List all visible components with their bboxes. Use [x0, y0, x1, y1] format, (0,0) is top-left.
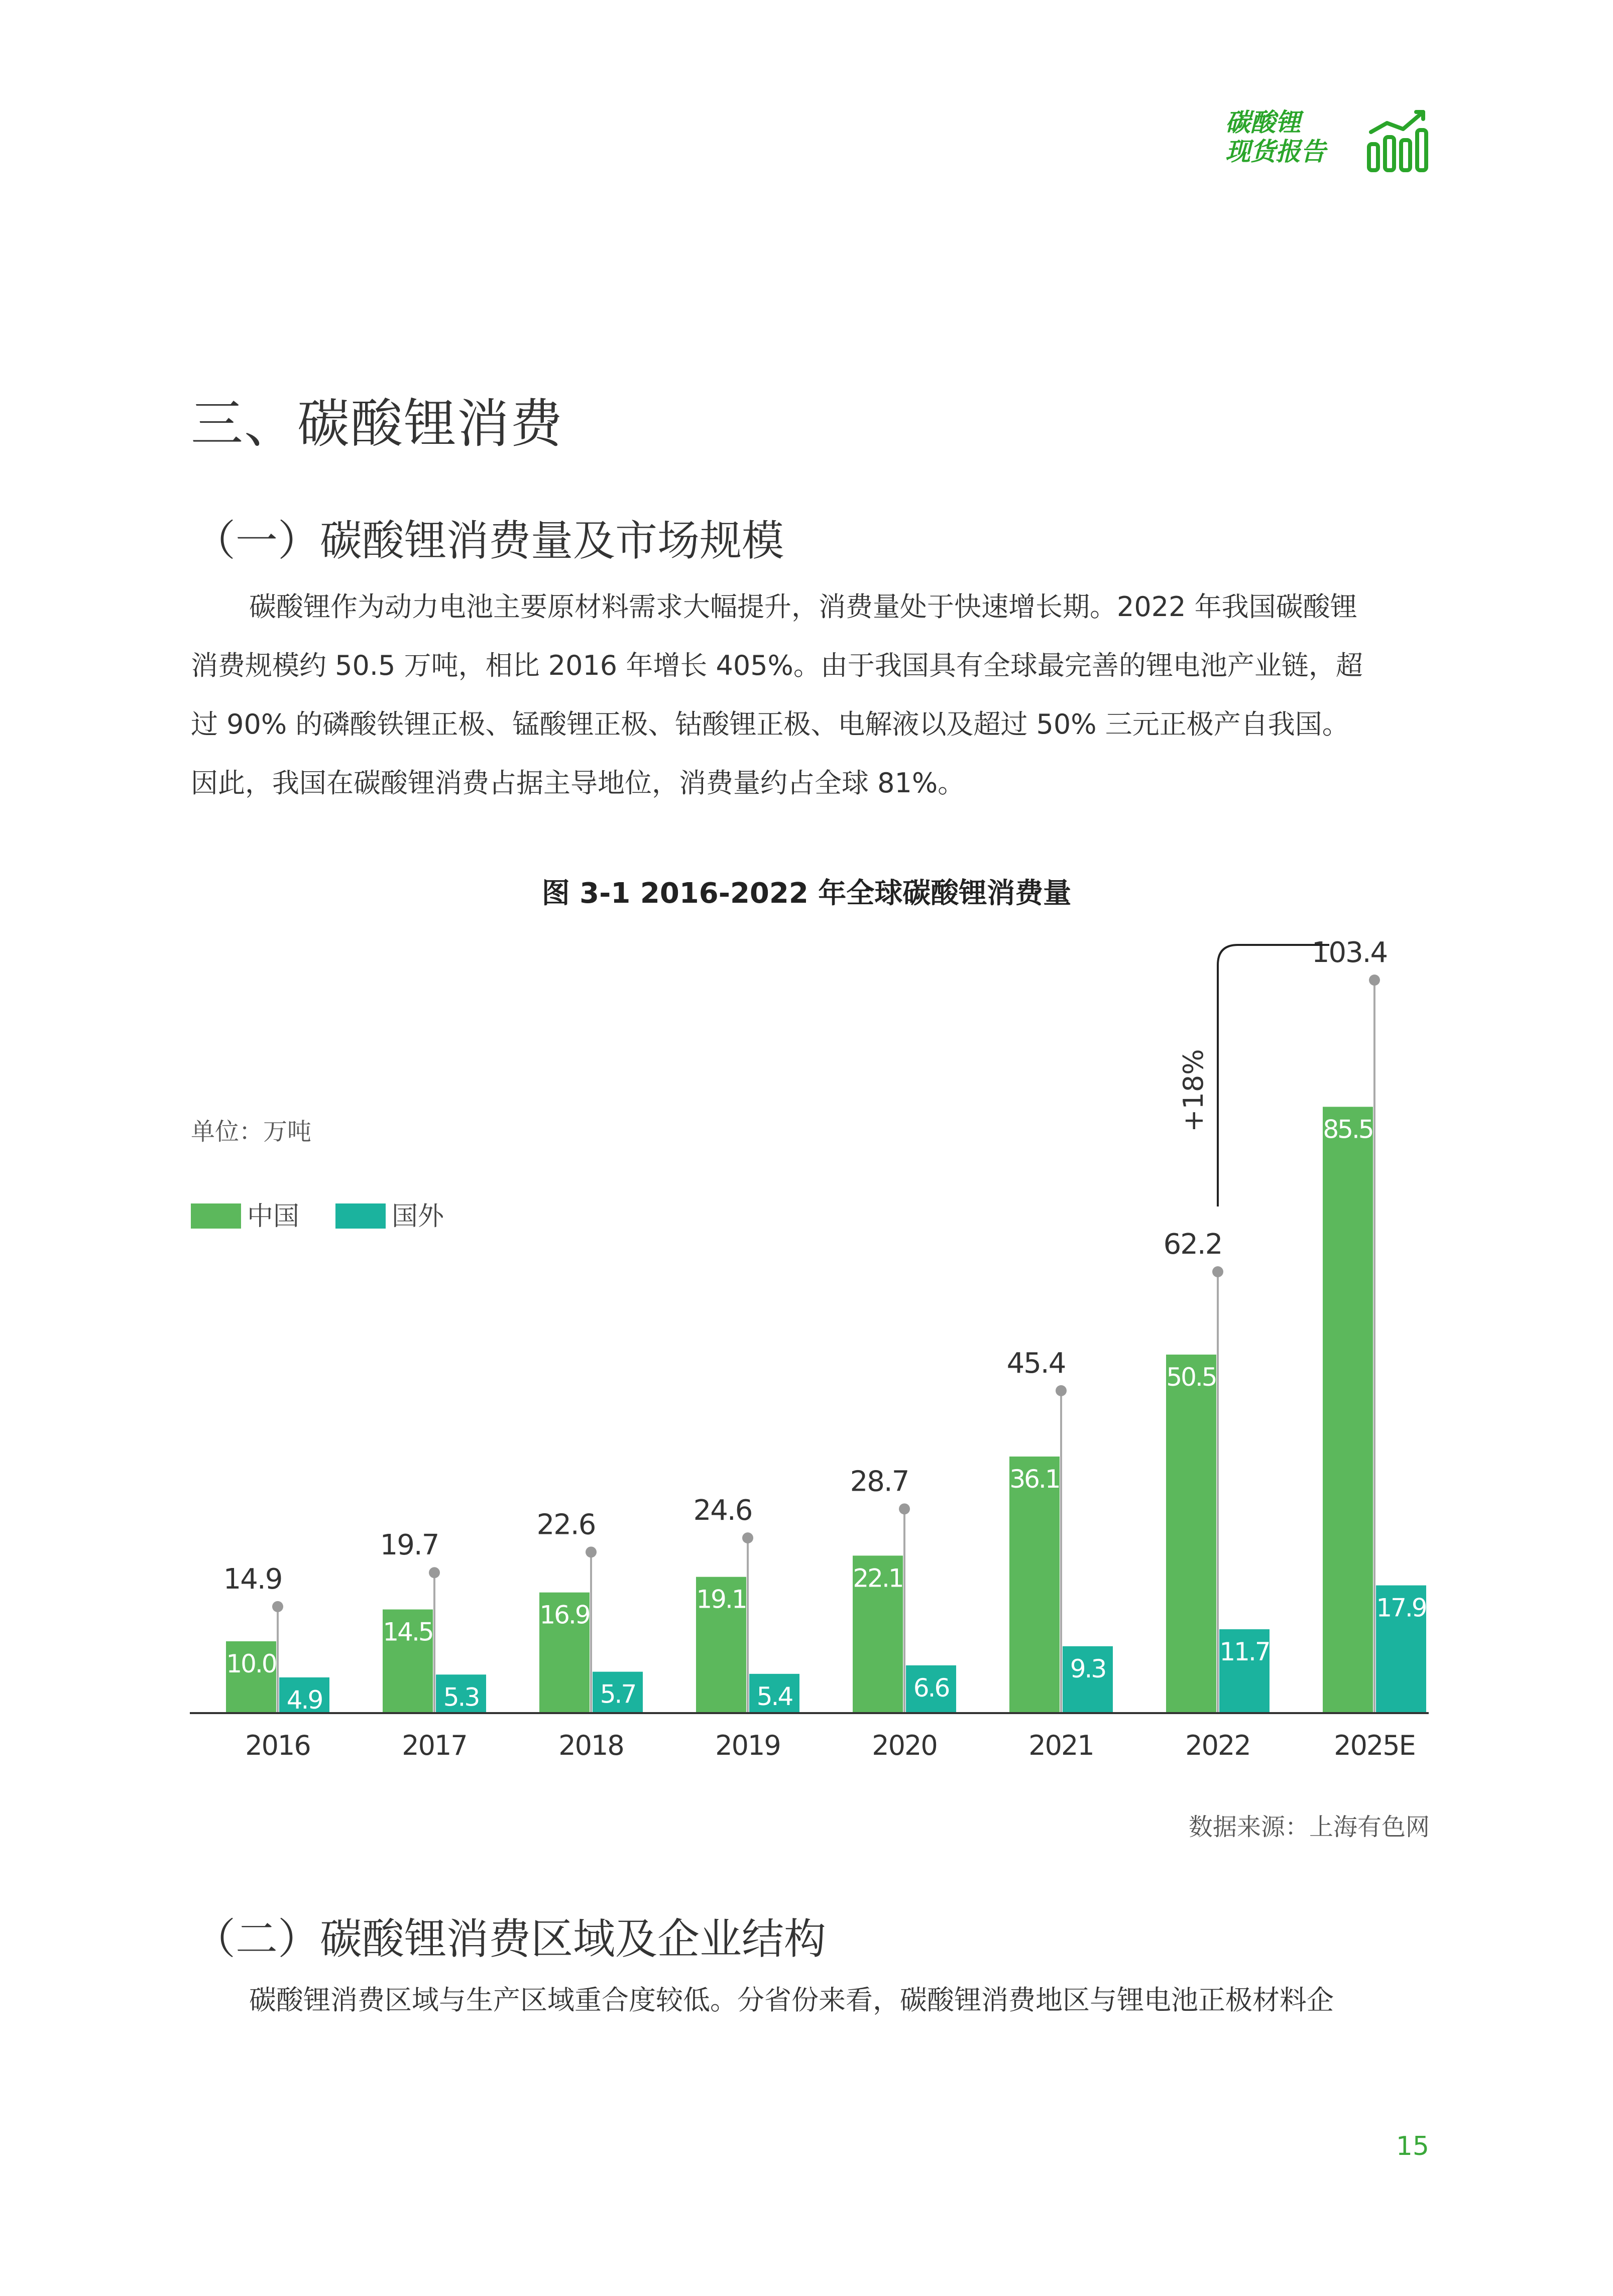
bar-china-2025E [1323, 1107, 1373, 1712]
data-source: 数据来源：上海有色网 [1188, 1813, 1430, 1841]
label-foreign-2021: 9.3 [1070, 1654, 1106, 1683]
x-tick-label: 2022 [1185, 1730, 1250, 1761]
subsection-title-2: （二）碳酸锂消费区域及企业结构 [193, 1914, 827, 1964]
label-china-2018: 16.9 [539, 1600, 590, 1630]
page-number: 15 [1396, 2131, 1429, 2161]
total-label-2020: 28.7 [850, 1465, 909, 1498]
x-tick-label: 2025E [1334, 1730, 1415, 1761]
label-china-2019: 19.1 [696, 1585, 746, 1614]
x-tick-label: 2020 [872, 1730, 937, 1761]
chart-unit-label: 单位：万吨 [191, 1118, 312, 1146]
total-dot-2020 [899, 1503, 910, 1514]
subsection-title-1: （一）碳酸锂消费量及市场规模 [193, 516, 784, 565]
total-label-2025E: 103.4 [1311, 936, 1388, 970]
x-tick-label: 2021 [1028, 1730, 1094, 1761]
label-foreign-2025E: 17.9 [1376, 1593, 1426, 1623]
label-foreign-2020: 6.6 [913, 1673, 949, 1703]
paragraph-2 [191, 1971, 1429, 2029]
x-tick-label: 2016 [245, 1730, 310, 1761]
legend-swatch-1 [335, 1203, 386, 1229]
bar-china-2021 [1009, 1457, 1060, 1712]
total-dot-2018 [586, 1546, 597, 1557]
growth-annotation-label: +18% [1178, 1049, 1209, 1132]
label-china-2020: 22.1 [853, 1563, 903, 1593]
total-dot-2019 [742, 1532, 753, 1543]
x-axis-labels [245, 1730, 1415, 1761]
label-foreign-2022: 11.7 [1219, 1637, 1270, 1667]
logo-line-1: 碳酸锂 [1225, 108, 1301, 137]
total-label-2021: 45.4 [1006, 1347, 1066, 1380]
total-dot-2021 [1056, 1385, 1067, 1396]
paragraph-line: 消费规模约 50.5 万吨，相比 2016 年增长 405%。由于我国具有全球最完善的锂电池产业链，超 [191, 650, 1363, 681]
section-title: 三、碳酸锂消费 [191, 393, 564, 454]
growth-annotation [1178, 945, 1329, 1206]
logo-line-2: 现货报告 [1225, 137, 1326, 166]
figure-title: 图 3-1 2016-2022 年全球碳酸锂消费量 [541, 877, 1072, 910]
paragraph-line: 因此，我国在碳酸锂消费占据主导地位，消费量约占全球 81%。 [191, 767, 965, 799]
total-label-2022: 62.2 [1163, 1228, 1222, 1261]
paragraph-line: 过 90% 的磷酸铁锂正极、锰酸锂正极、钴酸锂正极、电解液以及超过 50% 三元正极产自我国。 [191, 708, 1349, 740]
legend-label-1: 国外 [392, 1201, 444, 1232]
total-dot-2016 [272, 1601, 283, 1612]
legend-label-0: 中国 [247, 1201, 300, 1232]
total-dot-2022 [1212, 1266, 1223, 1277]
chart-legend [191, 1201, 445, 1232]
x-tick-label: 2018 [558, 1730, 624, 1761]
growth-bracket [1218, 945, 1329, 1206]
label-foreign-2016: 4.9 [286, 1685, 322, 1715]
paragraph-line: 碳酸锂作为动力电池主要原材料需求大幅提升，消费量处于快速增长期。2022 年我国碳酸锂 [249, 591, 1357, 623]
legend-swatch-0 [191, 1203, 241, 1229]
label-china-2021: 36.1 [1009, 1464, 1060, 1494]
label-foreign-2017: 5.3 [443, 1682, 479, 1712]
paragraph-line: 碳酸锂消费区域与生产区域重合度较低。分省份来看，碳酸锂消费地区与锂电池正极材料企 [249, 1984, 1334, 2016]
label-china-2022: 50.5 [1166, 1362, 1216, 1392]
bar-china-2022 [1166, 1355, 1216, 1712]
total-label-2017: 19.7 [380, 1529, 439, 1562]
x-tick-label: 2019 [715, 1730, 780, 1761]
total-dot-2017 [429, 1567, 440, 1578]
label-china-2016: 10.0 [226, 1649, 276, 1678]
total-dot-2025E [1369, 975, 1380, 986]
total-label-2018: 22.6 [536, 1508, 596, 1541]
label-foreign-2019: 5.4 [756, 1681, 792, 1711]
total-label-2016: 14.9 [223, 1562, 282, 1596]
chart-bars [223, 936, 1426, 1715]
label-foreign-2018: 5.7 [600, 1679, 636, 1709]
x-tick-label: 2017 [402, 1730, 467, 1761]
label-china-2025E: 85.5 [1323, 1115, 1373, 1144]
label-china-2017: 14.5 [383, 1617, 433, 1647]
total-label-2019: 24.6 [693, 1494, 752, 1527]
